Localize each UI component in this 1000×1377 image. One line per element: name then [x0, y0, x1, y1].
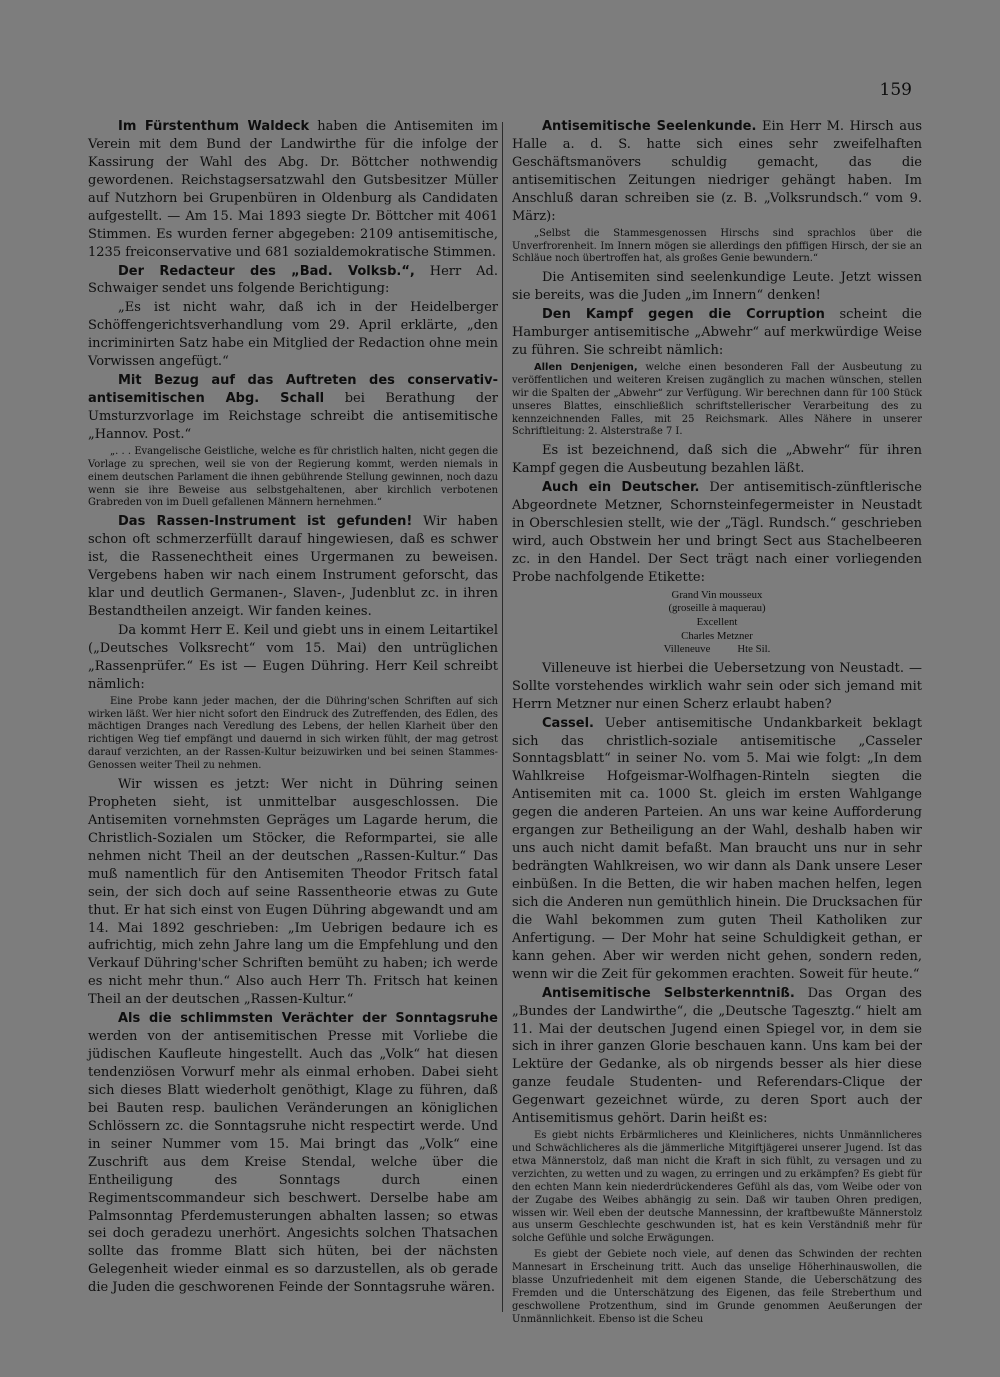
paragraph: Villeneuve ist hierbei die Uebersetzung von Neustadt. — Sollte vorstehendes wirklich wahr sein oder sich jemand mit Herrn Metzner nur einen Scherz erlaubt haben? — [512, 660, 922, 712]
article-heading: Cassel. — [542, 715, 594, 731]
article-body: Ein Herr M. Hirsch aus Halle a. d. S. hatte sich eines sehr zweifelhaften Geschäftsmanövers schuldig gemacht, das die antisemitischen Zeitungen niedriger gehängt haben. Im Anschluß daran schreiben sie (z. B. „Volksrundsch.“ vom 9. März): — [512, 119, 922, 224]
paragraph: Die Antisemiten sind seelenkundige Leute. Jetzt wissen sie bereits, was die Juden „im Innern“ denken! — [512, 270, 922, 304]
label-block — [512, 589, 922, 657]
article-body: bei Berathung der Umsturzvorlage im Reichstage schreibt die antisemitische „Hannov. Post.“ — [88, 391, 499, 442]
article-seelenkunde — [512, 118, 922, 226]
article-body: Das Organ des „Bundes der Landwirthe“, die „Deutsche Tagesztg.“ hielt am 11. Mai der deutschen Jugend einen Spiegel vor, in dem sie sich in ihrer ganzen Glorie beschauen kann. Uns kam bei der Lektüre der Gedanke, als ob nirgends besser als hier diese ganze feudale Studenten- und Referendars-Clique der Gegenwart gezeichnet würde, zu deren Sport auch der Antisemitismus gehört. Darin heißt es: — [512, 985, 922, 1127]
right-column — [512, 118, 922, 1330]
page-number: 159 — [879, 80, 912, 100]
article-heading: Auch ein Deutscher. — [542, 480, 700, 496]
article-heading: Der Redacteur des „Bad. Volksb.“, — [118, 263, 415, 279]
article-deutscher — [512, 479, 922, 587]
label-line: Excellent — [696, 616, 738, 629]
article-heading: Als die schlimmsten Verächter der Sonntagsruhe — [118, 1011, 498, 1027]
quote-small: Es giebt nichts Erbärmlicheres und Kleinlicheres, nichts Unmännlicheres und Schwächlicheres als die jämmerliche Mitgiftjägerei unserer Jugend. Ist das etwa Männerstolz, daß man nicht die Kraft in sich fühlt, zu versagen und zu verzichten, zu wetten und zu wagen, zu erringen und zu erkämpfen? Es giebt für den echten Mann kein niederdrückenderes Gefühl als das, vom Weibe oder von der Zugabe des Weibes abhängig zu sein. Daß wir tauben Ohren predigen, wissen wir. Weil eben der deutsche Mannessinn, der kraftbewußte Männerstolz aus unserm Geschlechte geschwunden ist, hat es kein Verständniß mehr für solche Gefühle und solche Erwägungen. — [512, 1130, 922, 1245]
article-body: Wir haben schon oft schmerzerfüllt darauf hingewiesen, daß es schwer ist, die Rassenechtheit eines Urgermanen zu beweisen. Vergebens haben wir nach einem Instrument geforscht, das klar und deutlich Germanen-, Slaven-, Judenblut zc. in ihren Bestandtheilen anzeigt. Wir fanden keines. — [88, 514, 498, 620]
article-body: haben die Antisemiten im Verein mit dem Bund der Landwirthe für die infolge der Kassirung der Wahl des Abg. Dr. Böttcher nothwendig gewordenen. Reichstagsersatzwahl den Gutsbesitzer Müller auf Nutzhorn bei Grupenbüren in Oldenburg als Candidaten aufgestellt. — Am 15. Mai 1893 siegte Dr. Böttcher mit 4061 Stimmen. Es wurden ferner abgegeben: 2109 antisemitische, 1235 freiconservative und 681 sozialdemokratische Stimmen. — [88, 119, 498, 260]
article-heading: Mit Bezug auf das Auftreten des conservativ-antisemitischen Abg. Schall — [88, 373, 498, 407]
column-divider — [502, 122, 503, 1312]
article-heading: Den Kampf gegen die Corruption — [542, 307, 825, 323]
article-rassen-instrument — [88, 513, 498, 621]
article-heading: Antisemitische Seelenkunde. — [542, 119, 757, 134]
quote-small — [512, 362, 922, 439]
article-schall — [88, 372, 498, 444]
label-line: Grand Vin mousseux — [671, 588, 763, 601]
article-heading: Im Fürstenthum Waldeck — [118, 119, 310, 134]
article-heading: Das Rassen-Instrument ist gefunden! — [118, 514, 413, 530]
left-column — [88, 118, 498, 1298]
quote-small: Es giebt der Gebiete noch viele, auf denen das Schwinden der rechten Mannesart in Erscheinung tritt. Auch das unselige Höherhinauswollen, die blasse Unzufriedenheit mit dem eigenen Stande, die Ueberschätzung des Fremden und die Unterschätzung des Eigenen, das feile Streberthum und geschwollene Protzenthum, sind im Grunde genommen Aeußerungen der Unmännlichkeit. Ebenso ist die Scheu — [512, 1249, 922, 1325]
article-body: Herr Ad. Schwaiger sendet uns folgende Berichtigung: — [88, 263, 499, 297]
article-heading: Antisemitische Selbsterkenntniß. — [542, 985, 795, 1001]
quote-small: Eine Probe kann jeder machen, der die Dühring'schen Schriften auf sich wirken läßt. Wer hier nicht sofort den Eindruck des Zutreffenden, des Edlen, des mächtigen Dranges nach Veredlung des Lebens, der hellen Klarheit über den richtigen Weg tief empfängt und dauernd in sich wirken fühlt, der mag getrost darauf verzichten, an der Rassen-Kultur beizuwirken und bei seinen Stammes-Genossen weiter Theil zu nehmen. — [88, 695, 498, 772]
article-body: werden von der antisemitischen Presse mit Vorliebe die jüdischen Kaufleute hingestellt. Auch das „Volk“ hat diesen tendenziösen Vorwurf mehr als einmal erhoben. Dabei sieht sich dieses Blatt wiederholt genöthigt, Klage zu führen, daß bei Bauten resp. baulichen Veränderungen an königlichen Schlössern zc. die Sonntagsruhe nicht respectirt werde. Und in seiner Nummer vom 15. Mai bringt das „Volk“ eine Zuschrift aus dem Kreise Stendal, welche über die Entheiligung des Sonntags durch einen Regimentscommandeur sich beschwert. Derselbe habe am Palmsonntag Pferdemusterungen abhalten lassen; so etwas sei doch geradezu unerhört. Angesichts solchen Thatsachen sollte das fromme Blatt sich hüten, bei der nächsten Gelegenheit wieder einmal es so darzustellen, als ob gerade die Juden die geschworenen Feinde der Sonntagsruhe wären. — [88, 1029, 498, 1296]
article-cassel — [512, 715, 922, 984]
paragraph: Da kommt Herr E. Keil und giebt uns in einem Leitartikel („Deutsches Volksrecht“ vom 15. Mai) den untrüglichen „Rassenprüfer.“ Es ist — Eugen Dühring. Herr Keil schreibt nämlich: — [88, 622, 498, 692]
quote-small: „. . . Evangelische Geistliche, welche es für christlich halten, nicht gegen die Vorlage zu sprechen, weil sie von der Regierung kommt, werden niemals in einem deutschen Parlament die ihnen gebührende Stellung gewinnen, noch dazu wenn sie ihre Beweise aus selbstgehaltenen, aber kirchlich verbotenen Grabreden von im Duell gefallenen Männern hernehmen.“ — [88, 445, 498, 509]
article-sonntagsruhe — [88, 1010, 498, 1297]
label-line: Villeneuve Hte Sil. — [663, 643, 771, 656]
label-line: Charles Metzner — [681, 629, 753, 642]
paragraph: Wir wissen es jetzt: Wer nicht in Dühring seinen Propheten sieht, ist unmittelbar ausgeschlossen. Die Antisemiten vornehmsten Gepräges um Lagarde herum, die Christlich-Sozialen um Stöcker, die Reformpartei, sie alle nehmen nicht Theil an der deutschen „Rassen-Kultur.“ Das muß namentlich für den Antisemiten Theodor Fritsch fatal sein, der sich doch auf seine Rassentheorie etwas zu Gute thut. Er hat sich einst von Eugen Dühring abgewandt und am 14. Mai 1892 geschrieben: „Im Uebrigen bedaure ich es aufrichtig, mich zehn Jahre lang um die Empfehlung und den Verkauf Dühring'scher Schriften bemüht zu haben; ich werde es nicht mehr thun.“ Also auch Herr Th. Fritsch hat keinen Theil an der deutschen „Rassen-Kultur.“ — [88, 777, 498, 1008]
article-selbsterkenntnis — [512, 985, 922, 1129]
article-body: scheint die Hamburger antisemitische „Abwehr“ auf merkwürdige Weise zu führen. Sie schreibt nämlich: — [512, 307, 922, 359]
correction-text: „Es ist nicht wahr, daß ich in der Heidelberger Schöffengerichtsverhandlung vom 29. April erklärte, „den incriminirten Satz habe ein Mitglied der Redaction ohne mein Vorwissen angefügt.“ — [88, 300, 498, 370]
quote-heading: Allen Denjenigen, — [534, 361, 638, 373]
label-line: (groseille à maquerau) — [668, 602, 766, 615]
quote-body: welche einen besonderen Fall der Ausbeutung zu veröffentlichen und weiteren Kreisen zugänglich zu machen wünschen, stellen wir die Spalten der „Abwehr“ zur Verfügung. Wir berechnen dann für 100 Stück unseres Blattes, einschließlich schriftstellerischer Verarbeitung des zu kennzeichnenden Falles, mit 25 Reichsmark. Alles Nähere in unserer Schriftleitung: 2. Alsterstraße 7 I. — [512, 361, 922, 438]
article-body: Der antisemitisch-zünftlerische Abgeordnete Metzner, Schornsteinfegermeister in Neustadt in Oberschlesien stellt, wie der „Tägl. Rundsch.“ geschrieben wird, auch Obstwein her und bringt Sect aus Stachelbeeren zc. in den Handel. Der Sect trägt nach einer vorliegenden Probe nachfolgende Etikette: — [512, 480, 922, 585]
paragraph: Es ist bezeichnend, daß sich die „Abwehr“ für ihren Kampf gegen die Ausbeutung bezahlen läßt. — [512, 443, 922, 477]
article-waldeck — [88, 118, 498, 262]
quote-small: „Selbst die Stammesgenossen Hirschs sind sprachlos über die Unverfrorenheit. Im Innern mögen sie allerdings den pfiffigen Hirsch, der sie an Schläue noch übertroffen hat, als großes Genie bewundern.“ — [512, 227, 922, 265]
article-redacteur — [88, 263, 498, 299]
article-body: Ueber antisemitische Undankbarkeit beklagt sich das christlich-soziale antisemitische „Casseler Sonntagsblatt“ in seiner No. vom 5. Mai wie folgt: „In dem Wahlkreise Hofgeismar-Wolfhagen-Rinteln siegten die Antisemiten mit ca. 1000 St. gleich im ersten Wahlgange gegen die anderen Parteien. An uns war keine Aufforderung ergangen zur Betheiligung an der Wahl, deshalb haben wir uns auch nicht damit befaßt. Man braucht uns nur in sehr bedrängten Wahlkreisen, wo wir dann als Dank unsere Leser einbüßen. In die Betten, die wir haben machen helfen, legen sich die Anderen nun gemüthlich hinein. Die Drucksachen für die Wahl bekommen zum guten Theil Katholiken zur Anfertigung. — Der Mohr hat seine Schuldigkeit gethan, er kann gehen. Aber wir werden nicht gehen, sondern reden, wenn wir die Zeit für gekommen erachten. Soweit für heute.“ — [512, 715, 922, 982]
article-corruption — [512, 306, 922, 360]
